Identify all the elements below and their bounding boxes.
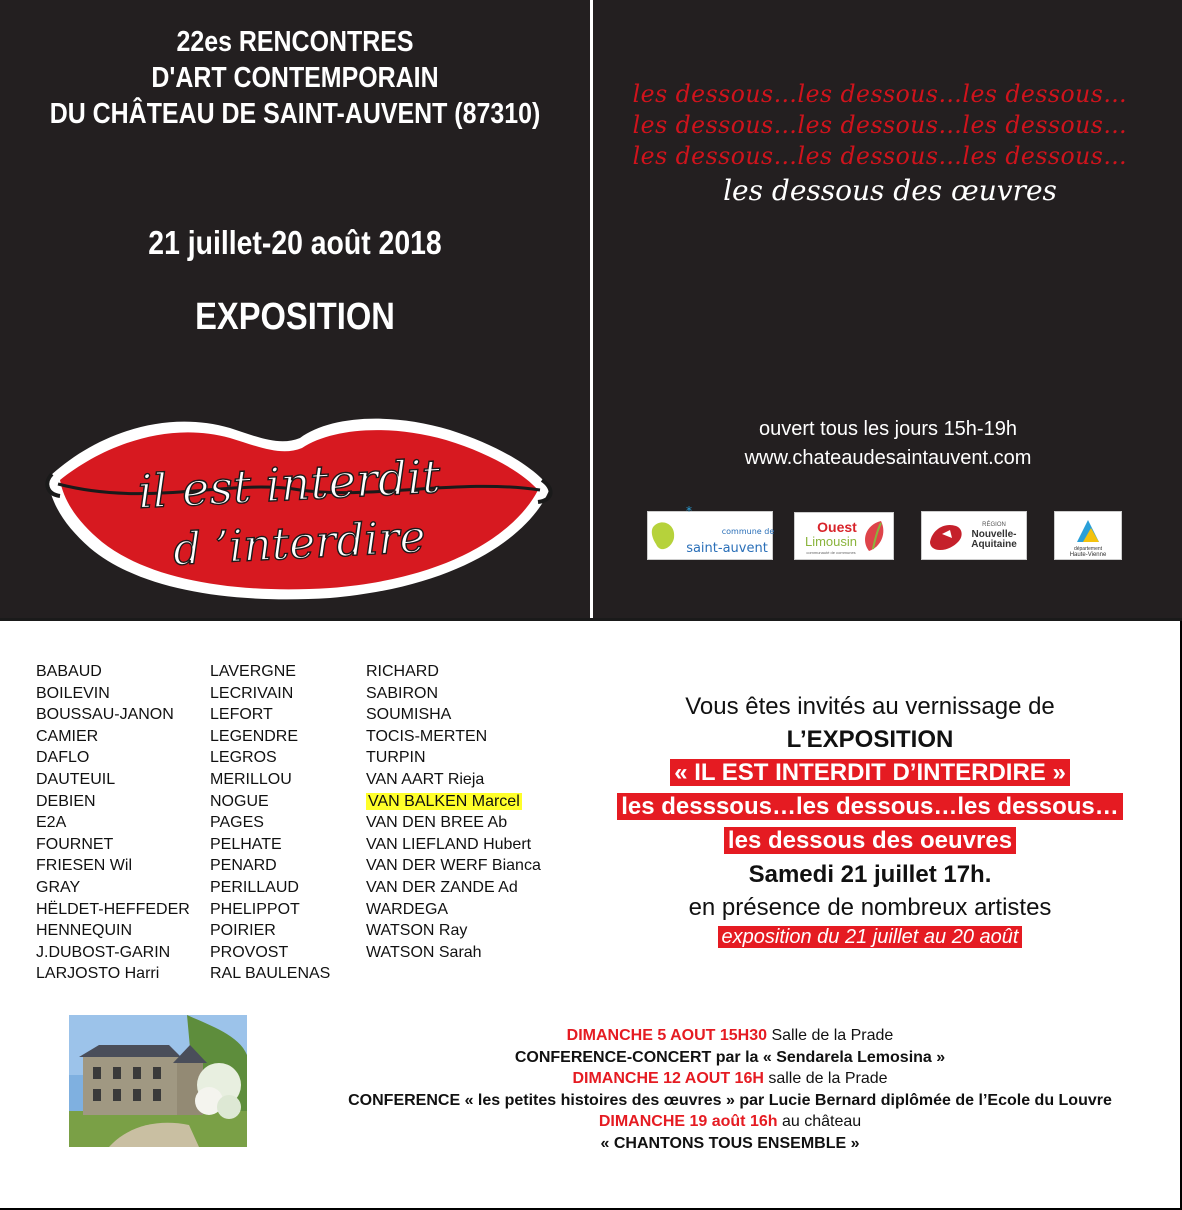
artist-name: MERILLOU [210,770,292,788]
artist-name: DAUTEUIL [36,770,116,788]
dessous-oeuvres: les dessous des œuvres [723,174,1057,207]
artist-name: LEGROS [210,749,277,767]
artist-name: RICHARD [366,663,439,680]
butterfly-icon [648,504,775,559]
artist-name: LAVERGNE [210,663,296,680]
event-3-title: « CHANTONS TOUS ENSEMBLE » [600,1134,860,1152]
dessous-line-1: les dessous…les dessous…les dessous… [632,80,1128,108]
svg-text:commune de: commune de [721,527,775,536]
artist-name: PERILLAUD [210,878,299,896]
exposition-label: EXPOSITION [195,296,395,338]
artist-list-column-1 [36,661,190,985]
artist-name: TURPIN [366,749,426,767]
highlighted-artist: VAN BALKEN Marcel [368,792,520,810]
svg-text:RÉGION: RÉGION [982,522,1006,528]
artist-name: VAN DER ZANDE Ad [366,878,518,896]
lion-icon [922,512,1026,559]
artist-name: NOGUE [210,792,269,810]
event-3 [300,1111,1160,1133]
svg-text:Haute-Vienne: Haute-Vienne [1069,552,1107,558]
artist-name: WARDEGA [366,900,449,918]
artist-name: VAN LIEFLAND Hubert [366,835,532,853]
artist-name: E2A [36,814,67,832]
event-2 [300,1068,1160,1090]
artist-name: GRAY [36,878,81,896]
artist-name: HENNEQUIN [36,922,133,940]
event-2-place: salle de la Prade [763,1070,888,1088]
artist-name: RAL BAULENAS [210,965,331,983]
nouvelle-aquitaine-logo [921,511,1027,560]
artist-name: PHELIPPOT [210,900,300,918]
artist-name: DAFLO [36,749,90,767]
invitation-exposition: L’EXPOSITION [786,726,954,753]
artist-name: J.DUBOST-GARIN [36,943,171,961]
haute-vienne-logo [1054,511,1122,560]
svg-text:Aquitaine: Aquitaine [971,539,1017,550]
event-1-title: CONFERENCE-CONCERT par la « Sendarela Lemosina » [514,1048,946,1066]
website-link[interactable]: www.chateaudesaintauvent.com [744,447,1032,469]
invitation-intro: Vous êtes invités au vernissage de [685,693,1055,720]
invitation-dessous: les desssous…les dessous…les dessous… [617,793,1123,820]
event-dates: 21 juillet-20 août 2018 [148,224,442,261]
ouest-limousin-logo [794,512,894,560]
artist-name: WATSON Ray [366,922,468,940]
artist-name: HËLDET-HEFFEDER [36,900,190,918]
artist-name: TOCIS-MERTEN [366,727,488,745]
artist-name: DEBIEN [36,792,96,810]
artist-name: CAMIER [36,727,99,745]
artist-name: POIRIER [210,922,276,940]
artist-name: PAGES [210,814,264,832]
exhibition-period: exposition du 21 juillet au 20 août [718,926,1023,948]
dessous-line-2: les dessous…les dessous…les dessous… [632,111,1128,139]
artist-name: BOUSSAU-JANON [36,706,174,724]
exhibition-period-row [600,926,1140,949]
artist-name: LEGENDRE [210,727,299,745]
event-title [41,24,548,132]
artist-name: SOUMISHA [366,706,452,724]
event-3-place: au château [777,1113,862,1131]
lips-text-line-2: d ’interdire [171,511,427,576]
artist-name: LECRIVAIN [210,684,294,702]
event-1-date: DIMANCHE 5 AOUT 15H30 [566,1027,768,1044]
chateau-photo [69,1015,247,1147]
event-1 [300,1025,1160,1047]
artist-name: VAN DEN BREE Ab [366,814,508,832]
artist-name: VAN DER WERF Bianca [366,857,541,875]
dessous-line-3: les dessous…les dessous…les dessous… [632,142,1128,170]
artist-name: LARJOSTO Harri [36,965,160,983]
invitation-title: « IL EST INTERDIT D’INTERDIRE » [670,759,1070,786]
svg-text:Limousin: Limousin [804,534,858,549]
invitation-dessous-row [600,793,1140,821]
invitation-oeuvres: les dessous des oeuvres [724,827,1016,854]
artist-name: BABAUD [36,663,102,680]
events-list [300,1025,1160,1155]
event-1-place: Salle de la Prade [767,1027,894,1044]
svg-text:Nouvelle-: Nouvelle- [971,529,1017,540]
event-3-date: DIMANCHE 19 août 16h [598,1113,778,1131]
svg-text:département: département [1073,546,1103,552]
invitation-oeuvres-row [600,827,1140,855]
artist-name: PROVOST [210,943,289,961]
artists-presence: en présence de nombreux artistes [688,894,1052,921]
artist-name: VAN AART Rieja [366,770,485,788]
opening-hours: ouvert tous les jours 15h-19h [759,418,1017,440]
svg-text:Ouest: Ouest [817,519,857,535]
title-line-3: DU CHÂTEAU DE SAINT-AUVENT (87310) [49,98,541,130]
lips-text-line-1: il est interdit [136,449,442,519]
svg-text:*: * [686,504,692,518]
title-line-2: D'ART CONTEMPORAIN [151,62,439,94]
vernissage-date: Samedi 21 juillet 17h. [748,861,992,888]
artist-name-highlighted [366,791,541,813]
event-2-date: DIMANCHE 12 AOUT 16H [572,1070,764,1088]
svg-text:communauté de communes: communauté de communes [806,550,856,555]
artist-name: LEFORT [210,706,273,724]
artist-name: BOILEVIN [36,684,110,702]
artist-name: PENARD [210,857,277,875]
artist-name: SABIRON [366,684,439,702]
artist-name: FOURNET [36,835,114,853]
artist-name: FRIESEN Wil [36,857,132,875]
svg-text:saint-auvent: saint-auvent [686,541,768,556]
artist-name: WATSON Sarah [366,943,482,961]
artist-list-column-3 [366,661,541,963]
title-line-1: 22es RENCONTRES [176,26,414,58]
leaf-icon [795,513,893,559]
artist-list-column-2 [210,661,330,985]
department-icon [1055,512,1121,559]
invitation-title-row [600,759,1140,787]
saint-auvent-logo [647,504,775,560]
artist-name: PELHATE [210,835,282,853]
event-2-title: CONFERENCE « les petites histoires des œuvres » par Lucie Bernard diplômée de l’Ecole du Louvre [348,1091,1112,1109]
lips-illustration [30,408,560,608]
